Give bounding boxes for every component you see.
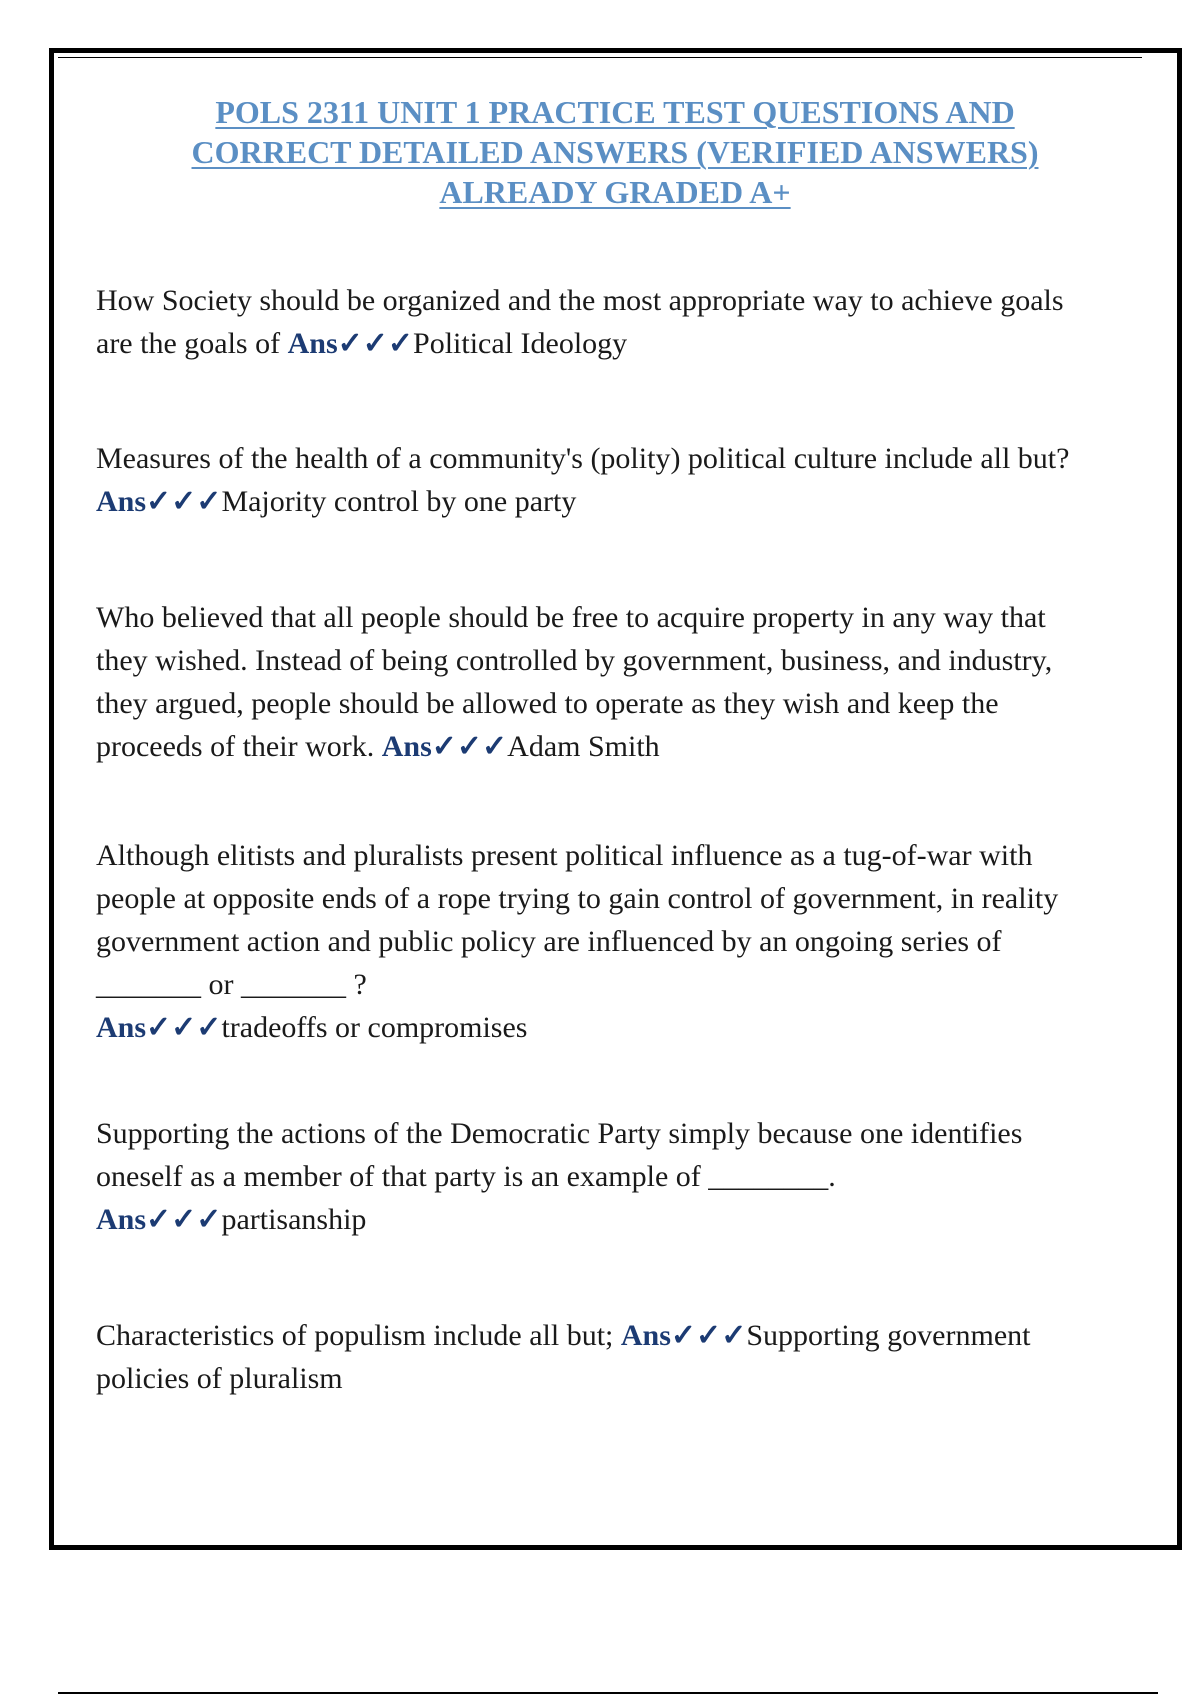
document-title [90,92,1140,212]
answer-marker: Ans✓✓✓ [381,730,508,763]
title-line-3: ALREADY GRADED A+ [439,174,791,210]
qa-item-1 [96,279,1096,365]
answer-marker: Ans✓✓✓ [287,327,414,360]
qa-item-4 [96,834,1096,1049]
qa-item-3 [96,596,1096,768]
answer-marker: Ans✓✓✓ [620,1319,747,1352]
question-text: Measures of the health of a community's (polity) political culture include all but? [96,442,1070,475]
bottom-rule [58,1692,1158,1694]
answer-text: partisanship [221,1203,367,1236]
question-text: How Society should be organized and the most appropriate way to achieve goals are the goals of [96,284,1064,360]
top-rule [58,57,1142,58]
qa-item-6 [96,1314,1096,1400]
title-line-2: CORRECT DETAILED ANSWERS (VERIFIED ANSWERS) [191,134,1039,170]
question-text: Although elitists and pluralists present political influence as a tug-of-war with people at opposite ends of a rope trying to gain control of government, in reality government action and public policy are influenced by an ongoing series of _______ or _______ ? [96,839,1059,1001]
question-text: Supporting the actions of the Democratic Party simply because one identifies oneself as a member of that party is an example of ________. [96,1117,1023,1193]
answer-text: Adam Smith [507,730,660,763]
answer-text: Majority control by one party [221,485,577,518]
answer-text: tradeoffs or compromises [221,1011,528,1044]
qa-item-5 [96,1112,1096,1241]
title-line-1: POLS 2311 UNIT 1 PRACTICE TEST QUESTIONS AND [215,94,1015,130]
question-text: Who believed that all people should be free to acquire property in any way that they wished. Instead of being controlled by government, business, and industry, they argued, people should be allowed to operate as they wish and keep the proceeds of their work. [96,601,1053,763]
answer-text: Political Ideology [413,327,628,360]
question-text: Characteristics of populism include all but; [96,1319,621,1352]
answer-marker: Ans✓✓✓ [96,1203,222,1236]
qa-item-2 [96,437,1096,523]
answer-marker: Ans✓✓✓ [96,1011,222,1044]
answer-marker: Ans✓✓✓ [96,485,222,518]
answer-text: Supporting government policies of pluralism [96,1319,1031,1395]
